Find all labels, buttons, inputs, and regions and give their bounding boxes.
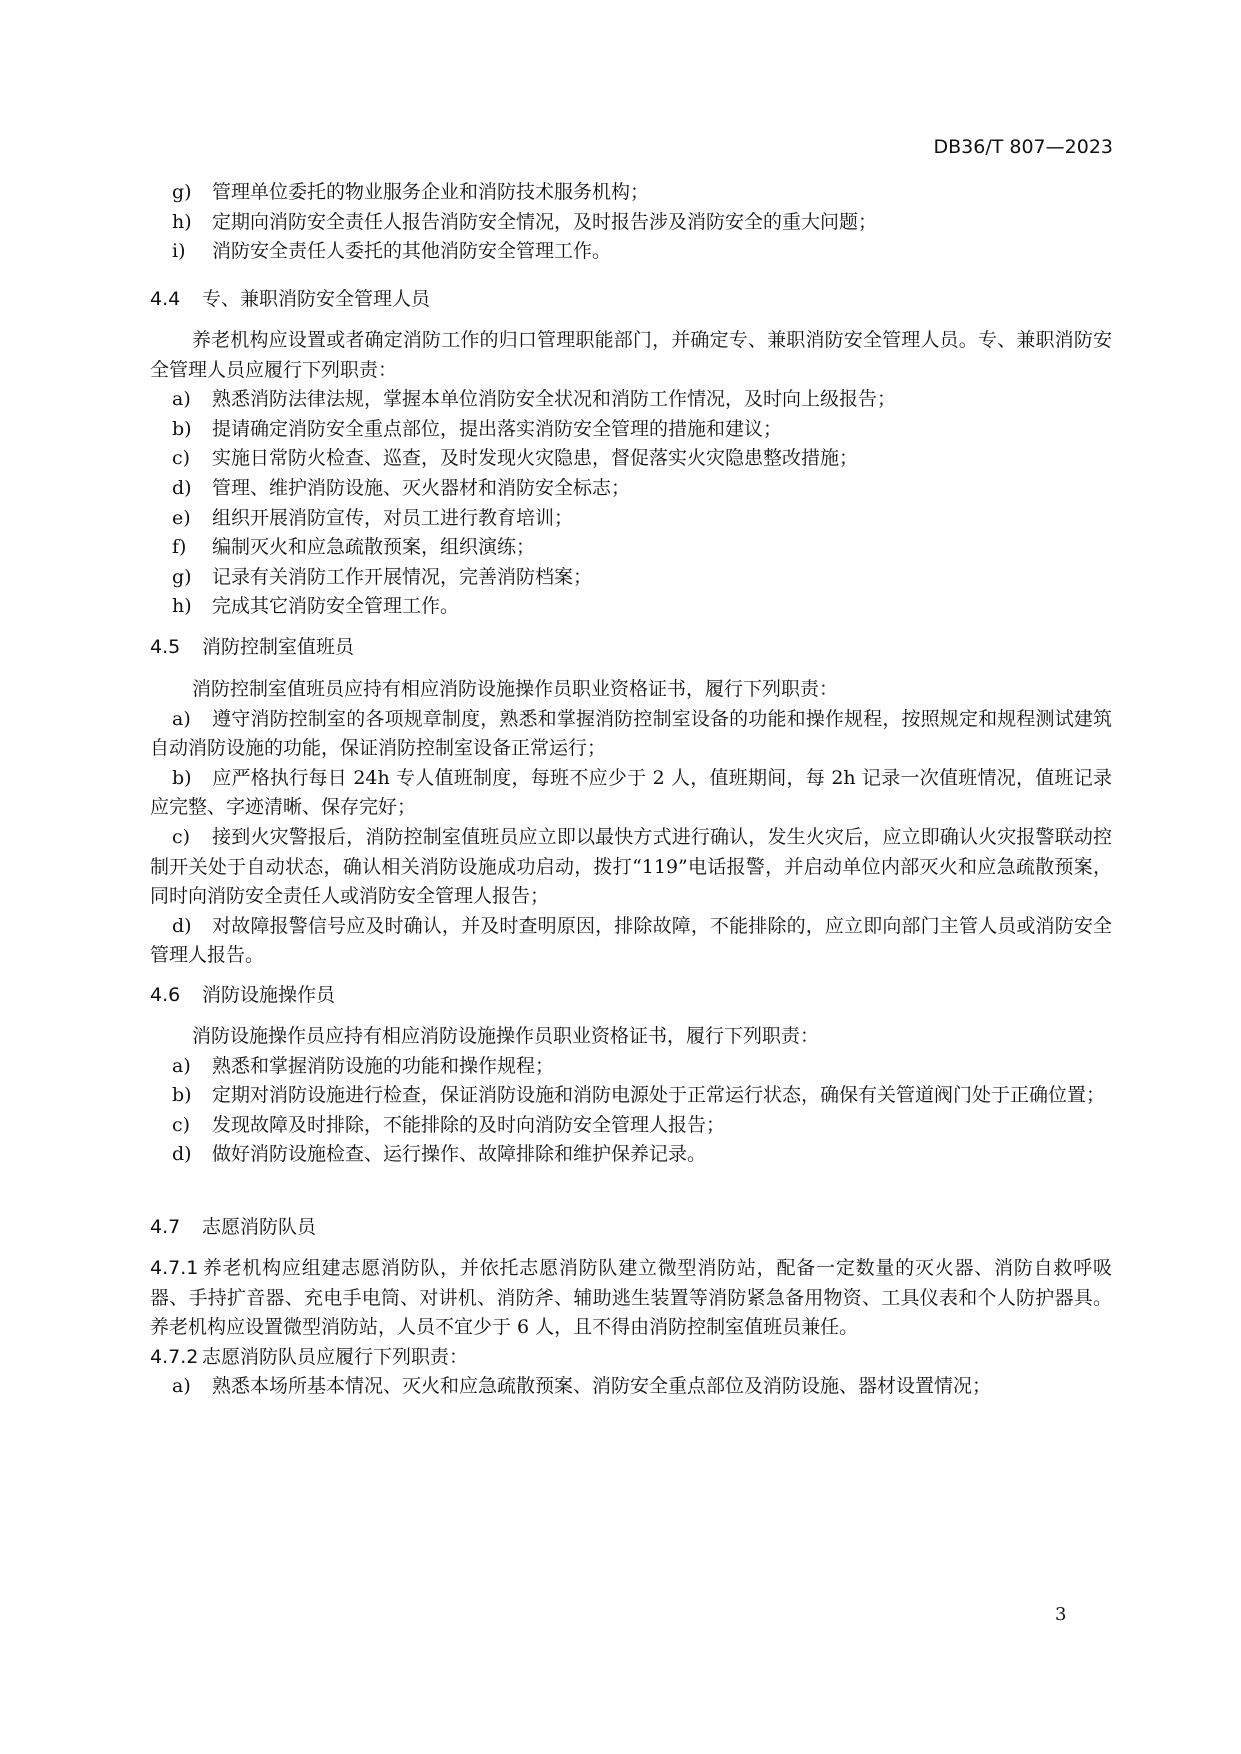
section-title: 志愿消防队员 (202, 1216, 317, 1238)
section-title: 消防控制室值班员 (202, 636, 355, 658)
section-4-4-body (150, 326, 1112, 622)
section-heading-4-7 (150, 1212, 316, 1239)
section-number: 4.4 (150, 288, 181, 310)
item-label: a) (172, 707, 191, 730)
item-label: h) (172, 595, 192, 618)
section-4-5-body (150, 675, 1112, 971)
item-label: b) (172, 1084, 192, 1107)
item-text: 做好消防设施检查、运行操作、故障排除和维护保养记录。 (212, 1143, 707, 1166)
list-item (150, 592, 1112, 622)
item-text: 管理单位委托的物业服务企业和消防技术服务机构； (212, 181, 650, 203)
item-label: d) (172, 476, 192, 499)
list-item (150, 237, 1112, 267)
item-label: c) (172, 447, 191, 470)
section-4-7-body (150, 1254, 1112, 1402)
item-label: a) (172, 388, 191, 411)
list-item (150, 764, 1112, 823)
document-code: DB36/T 807—2023 (933, 136, 1113, 158)
item-label: i) (172, 240, 186, 263)
clause-text: 养老机构应组建志愿消防队，并依托志愿消防队建立微型消防站，配备一定数量的灭火器、消防自救呼吸器、手持扩音器、充电手电筒、对讲机、消防斧、辅助逃生装置等消防紧急备用物资、工具仪表和个人防护器具。养老机构应设置微型消防站，人员不宜少于 6 人，且不得由消防控制室值班员兼任。 (150, 1257, 1112, 1339)
list-item (150, 1372, 1112, 1402)
item-label: b) (172, 766, 192, 789)
section-4-6-body (150, 1022, 1112, 1170)
section-number: 4.7 (150, 1216, 181, 1238)
item-text: 对故障报警信号应及时确认，并及时查明原因，排除故障，不能排除的，应立即向部门主管人员或消防安全管理人报告。 (150, 914, 1112, 967)
section-title: 专、兼职消防安全管理人员 (202, 288, 431, 310)
list-item (150, 178, 1112, 208)
clause-4-7-1 (150, 1254, 1112, 1343)
item-label: e) (172, 506, 191, 529)
list-item (150, 705, 1112, 764)
item-label: c) (172, 1113, 191, 1136)
list-item (150, 1081, 1112, 1111)
section-heading-4-4 (150, 284, 430, 311)
item-text: 定期对消防设施进行检查，保证消防设施和消防电源处于正常运行状态，确保有关管道阀门处于正确位置； (212, 1084, 1106, 1107)
item-label: h) (172, 210, 192, 233)
item-text: 遵守消防控制室的各项规章制度，熟悉和掌握消防控制室设备的功能和操作规程，按照规定和规程测试建筑自动消防设施的功能，保证消防控制室设备正常运行； (150, 707, 1112, 760)
list-item (150, 474, 1112, 504)
item-label: c) (172, 825, 191, 848)
list-item (150, 1052, 1112, 1082)
list-item (150, 415, 1112, 445)
list-item (150, 563, 1112, 593)
list-item (150, 1111, 1112, 1141)
paragraph: 养老机构应设置或者确定消防工作的归口管理职能部门，并确定专、兼职消防安全管理人员。专、兼职消防安全管理人员应履行下列职责： (150, 329, 1112, 381)
item-text: 编制灭火和应急疏散预案，组织演练； (212, 536, 536, 559)
section-number: 4.6 (150, 984, 181, 1006)
list-item (150, 385, 1112, 415)
item-text: 熟悉本场所基本情况、灭火和应急疏散预案、消防安全重点部位及消防设施、器材设置情况； (212, 1375, 992, 1398)
top-list (150, 178, 1112, 267)
item-label: d) (172, 1143, 192, 1166)
item-text: 管理、维护消防设施、灭火器材和消防安全标志； (212, 476, 631, 499)
list-item (150, 444, 1112, 474)
list-item (150, 912, 1112, 971)
list-item (150, 1140, 1112, 1170)
item-text: 消防安全责任人委托的其他消防安全管理工作。 (212, 240, 612, 263)
section-heading-4-6 (150, 980, 335, 1007)
item-label: b) (172, 417, 192, 440)
list-item (150, 504, 1112, 534)
clause-4-7-2 (150, 1343, 1112, 1373)
section-number: 4.5 (150, 636, 181, 658)
item-text: 提请确定消防安全重点部位，提出落实消防安全管理的措施和建议； (212, 417, 783, 440)
item-label: a) (172, 1054, 191, 1077)
list-item (150, 533, 1112, 563)
item-text: 定期向消防安全责任人报告消防安全情况，及时报告涉及消防安全的重大问题； (212, 210, 878, 233)
clause-number: 4.7.1 (150, 1257, 199, 1279)
paragraph: 消防控制室值班员应持有相应消防设施操作员职业资格证书，履行下列职责： (192, 678, 839, 700)
section-heading-4-5 (150, 632, 354, 659)
clause-text: 志愿消防队员应履行下列职责： (202, 1345, 469, 1368)
item-text: 实施日常防火检查、巡查，及时发现火灾隐患，督促落实火灾隐患整改措施； (212, 447, 859, 470)
item-text: 完成其它消防安全管理工作。 (212, 595, 460, 618)
item-text: 接到火灾警报后，消防控制室值班员应立即以最快方式进行确认，发生火灾后，应立即确认火灾报警联动控制开关处于自动状态，确认相关消防设施成功启动，拨打“119”电话报警，并启动单位内部灭火和应急疏散预案，同时向消防安全责任人或消防安全管理人报告； (150, 825, 1112, 908)
item-label: d) (172, 914, 192, 937)
item-label: a) (172, 1375, 191, 1398)
item-text: 记录有关消防工作开展情况，完善消防档案； (212, 565, 593, 588)
item-text: 应严格执行每日 24h 专人值班制度，每班不应少于 2 人，值班期间，每 2h 记录一次值班情况，值班记录应完整、字迹清晰、保存完好； (150, 766, 1112, 819)
item-label: f) (172, 536, 187, 559)
clause-number: 4.7.2 (150, 1345, 199, 1368)
paragraph: 消防设施操作员应持有相应消防设施操作员职业资格证书，履行下列职责： (192, 1025, 820, 1047)
section-title: 消防设施操作员 (202, 984, 336, 1006)
list-item (150, 208, 1112, 238)
list-item (150, 823, 1112, 912)
item-text: 组织开展消防宣传，对员工进行教育培训； (212, 506, 574, 529)
item-label: g) (172, 565, 192, 588)
page-number: 3 (1055, 1604, 1067, 1625)
item-text: 发现故障及时排除，不能排除的及时向消防安全管理人报告； (212, 1113, 726, 1136)
item-text: 熟悉消防法律法规，掌握本单位消防安全状况和消防工作情况，及时向上级报告； (212, 388, 897, 411)
item-label: g) (172, 181, 192, 203)
item-text: 熟悉和掌握消防设施的功能和操作规程； (212, 1054, 555, 1077)
